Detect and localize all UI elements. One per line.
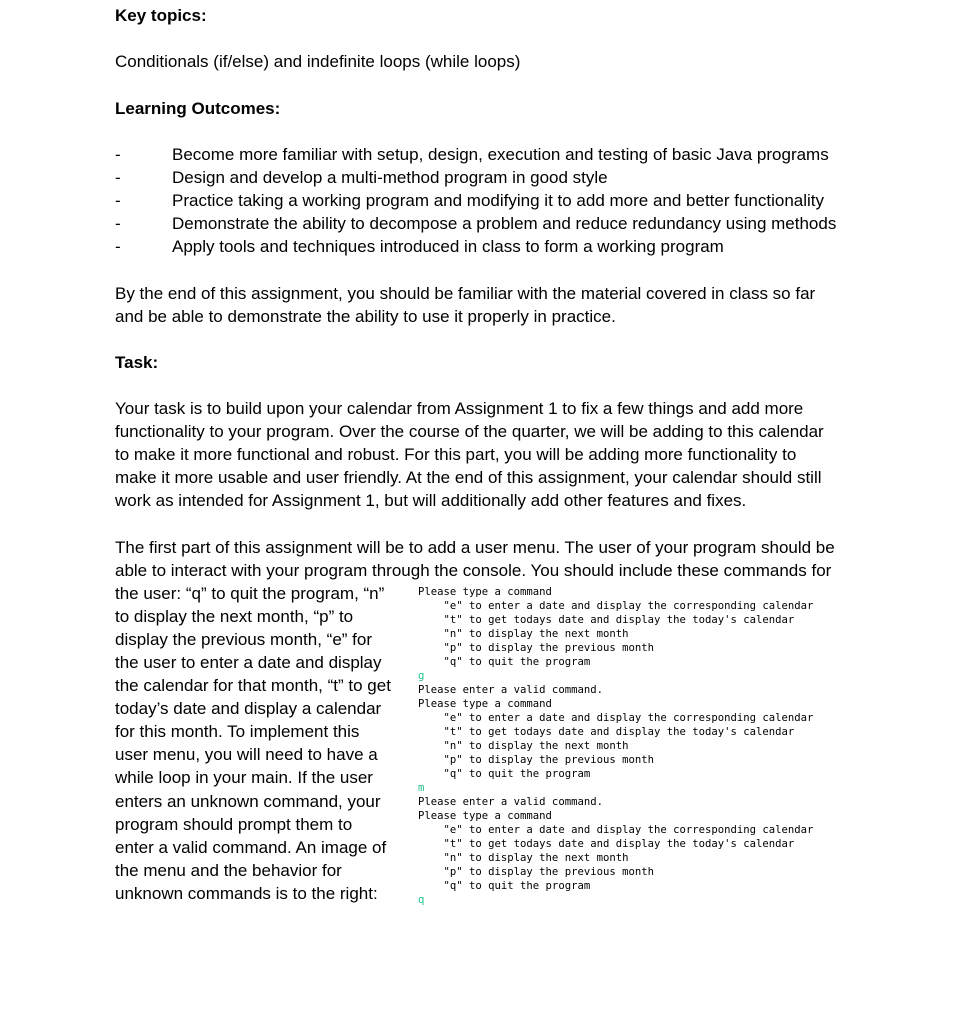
- console-user-input: m: [418, 782, 425, 794]
- console-line: Please type a command: [418, 698, 552, 710]
- task-paragraph-line: functionality to your program. Over the course of the quarter, we will be adding to this calendar: [115, 422, 824, 441]
- task-paragraph-line: enter a valid command. An image of: [115, 838, 387, 857]
- bullet-dash: -: [115, 237, 121, 256]
- task-paragraph-line: to display the next month, “p” to: [115, 607, 354, 626]
- console-line: "n" to display the next month: [418, 852, 629, 864]
- console-user-input: q: [418, 894, 425, 906]
- list-item-text: Design and develop a multi-method program in good style: [172, 168, 608, 187]
- bullet-dash: -: [115, 214, 121, 233]
- task-paragraph-line: unknown commands is to the right:: [115, 884, 378, 903]
- task-paragraph-line: enters an unknown command, your: [115, 792, 381, 811]
- console-line: Please enter a valid command.: [418, 684, 603, 696]
- console-output-image: [418, 585, 858, 907]
- task-paragraph-line: program should prompt them to: [115, 815, 353, 834]
- key-topics-text: Conditionals (if/else) and indefinite loops (while loops): [115, 52, 521, 71]
- console-line: "p" to display the previous month: [418, 642, 654, 654]
- summary-line: By the end of this assignment, you should be familiar with the material covered in class so far: [115, 284, 816, 303]
- console-line: "e" to enter a date and display the corresponding calendar: [418, 824, 814, 836]
- key-topics-heading: Key topics:: [115, 6, 207, 25]
- list-item-text: Become more familiar with setup, design, execution and testing of basic Java programs: [172, 145, 829, 164]
- console-line: Please enter a valid command.: [418, 796, 603, 808]
- task-paragraph-line: the user: “q” to quit the program, “n”: [115, 584, 385, 603]
- console-line: "q" to quit the program: [418, 768, 591, 780]
- console-line: "q" to quit the program: [418, 880, 591, 892]
- console-line: "p" to display the previous month: [418, 754, 654, 766]
- bullet-dash: -: [115, 191, 121, 210]
- console-line: "n" to display the next month: [418, 628, 629, 640]
- task-paragraph-line: user menu, you will need to have a: [115, 745, 378, 764]
- task-paragraph-line: The first part of this assignment will be to add a user menu. The user of your program should be: [115, 538, 835, 557]
- console-user-input: g: [418, 670, 425, 682]
- console-line: "e" to enter a date and display the corresponding calendar: [418, 712, 814, 724]
- bullet-dash: -: [115, 145, 121, 164]
- task-paragraph-line: the calendar for that month, “t” to get: [115, 676, 391, 695]
- console-line: "t" to get todays date and display the today's calendar: [418, 614, 795, 626]
- console-line: "e" to enter a date and display the corresponding calendar: [418, 600, 814, 612]
- console-line: "t" to get todays date and display the today's calendar: [418, 726, 795, 738]
- task-paragraph-line: the user to enter a date and display: [115, 653, 382, 672]
- task-paragraph-line: able to interact with your program through the console. You should include these commands for: [115, 561, 832, 580]
- task-heading: Task:: [115, 353, 159, 372]
- task-paragraph-line: display the previous month, “e” for: [115, 630, 373, 649]
- list-item-text: Apply tools and techniques introduced in class to form a working program: [172, 237, 724, 256]
- bullet-dash: -: [115, 168, 121, 187]
- task-paragraph-line: work as intended for Assignment 1, but will additionally add other features and fixes.: [115, 491, 747, 510]
- summary-line: and be able to demonstrate the ability to use it properly in practice.: [115, 307, 616, 326]
- list-item-text: Demonstrate the ability to decompose a problem and reduce redundancy using methods: [172, 214, 837, 233]
- console-line: "p" to display the previous month: [418, 866, 654, 878]
- task-paragraph-line: today’s date and display a calendar: [115, 699, 382, 718]
- task-paragraph-line: to make it more functional and robust. For this part, you will be adding more functionality to: [115, 445, 797, 464]
- learning-outcomes-heading: Learning Outcomes:: [115, 99, 281, 118]
- console-line: Please type a command: [418, 810, 552, 822]
- console-line: "n" to display the next month: [418, 740, 629, 752]
- task-paragraph-line: Your task is to build upon your calendar from Assignment 1 to fix a few things and add more: [115, 399, 804, 418]
- list-item-text: Practice taking a working program and modifying it to add more and better functionality: [172, 191, 825, 210]
- task-paragraph-line: for this month. To implement this: [115, 722, 360, 741]
- console-line: "q" to quit the program: [418, 656, 591, 668]
- task-paragraph-line: while loop in your main. If the user: [115, 768, 373, 787]
- task-paragraph-line: the menu and the behavior for: [115, 861, 342, 880]
- task-paragraph-line: make it more usable and user friendly. At the end of this assignment, your calendar should still: [115, 468, 822, 487]
- console-line: "t" to get todays date and display the today's calendar: [418, 838, 795, 850]
- console-line: Please type a command: [418, 586, 552, 598]
